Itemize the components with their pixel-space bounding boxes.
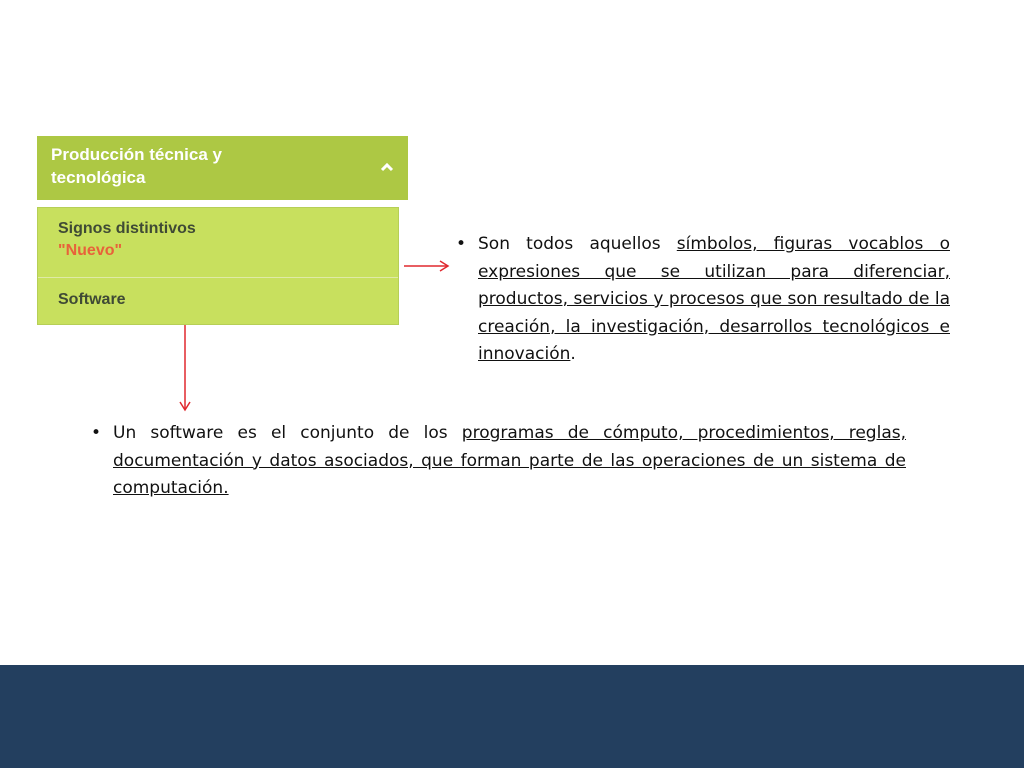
bullet-text-intro: Son todos aquellos [478, 234, 677, 254]
submenu-item-label: Signos distintivos [58, 220, 196, 237]
bullet-text-intro: Un software es el conjunto de los [113, 423, 462, 443]
bullet-text-end: . [570, 344, 576, 364]
submenu-item-label: Software [58, 291, 126, 308]
footer-band [0, 665, 1024, 768]
menu-header-title: Producción técnica y tecnológica [51, 145, 222, 187]
bullet-signos-distintivos [456, 231, 950, 369]
new-badge: "Nuevo" [58, 242, 123, 259]
bullet-dot: • [456, 234, 467, 254]
bullet-text-underlined: programas de cómputo, procedimientos, reglas, documentación y datos asociados, que forman parte de las operaciones de un sistema de computación. [113, 423, 906, 498]
bullet-text-underlined: símbolos, figuras vocablos o expresiones que se utilizan para diferenciar, productos, servicios y procesos que son resultado de la creación, la investigación, desarrollos tecnológicos e innovación [478, 234, 950, 364]
bullet-software [91, 420, 906, 503]
bullet-dot: • [91, 423, 102, 443]
